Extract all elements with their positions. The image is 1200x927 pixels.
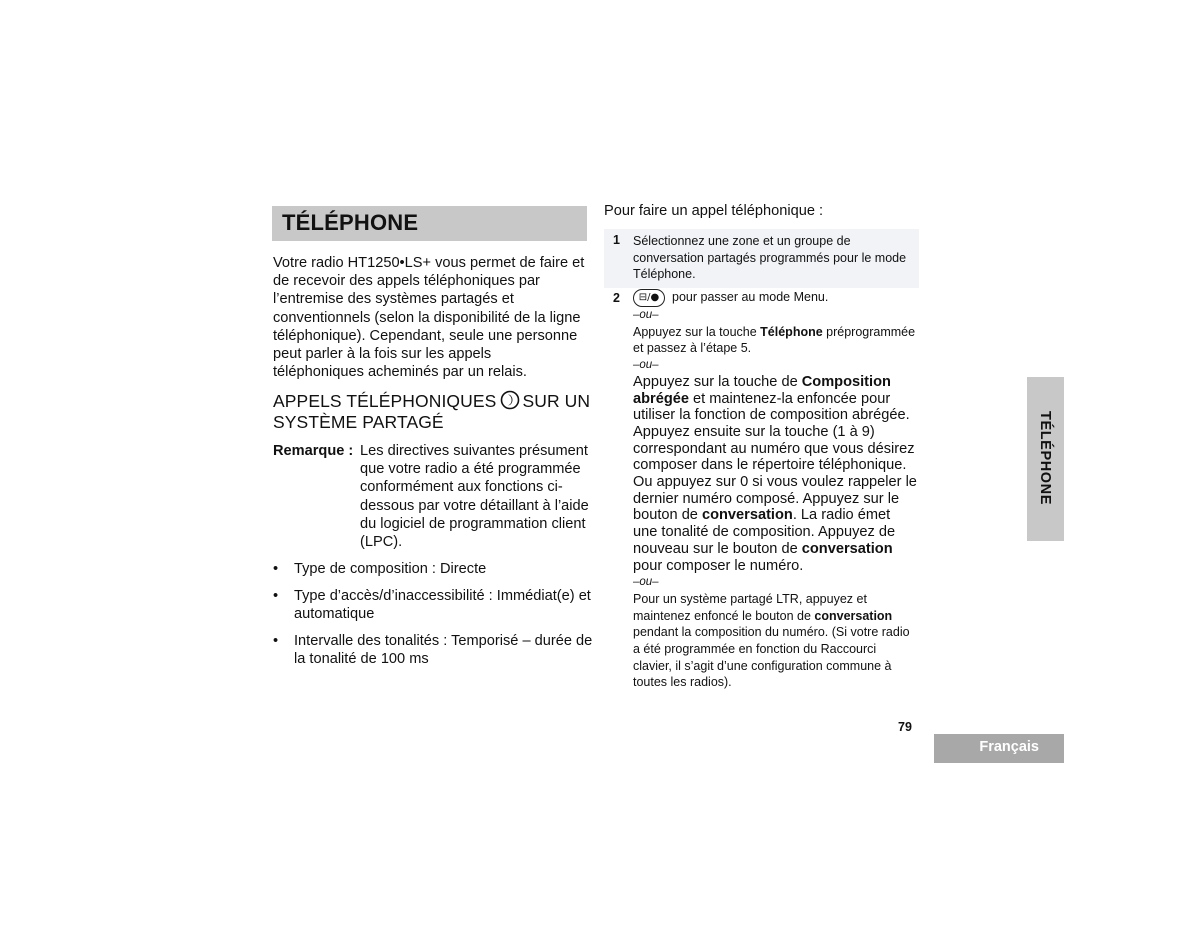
ptt-label: conversation bbox=[814, 608, 893, 623]
intro-paragraph: Votre radio HT1250•LS+ vous permet de faire et de recevoir des appels téléphoniques par l’entremise des systèmes partagés et conventionnels (selon la disponibilité de la ligne téléphonique). Cependant, seule une personne peut parler à la fois sur les appels téléphoniques acheminés par un relais. bbox=[273, 255, 585, 381]
bullet-dot: • bbox=[273, 632, 279, 649]
note-label: Remarque : bbox=[273, 443, 354, 459]
alt3-text: Pour un système partagé LTR, appuyez et maintenez enfoncé le bouton de bbox=[633, 591, 867, 623]
language-tab bbox=[934, 734, 1064, 763]
list-item-text: Type d’accès/d’inaccessibilité : Immédiat(e) et automatique bbox=[294, 587, 591, 622]
list-item bbox=[273, 587, 593, 623]
alt1-text-end: préprogrammée et passez à l’étape 5. bbox=[633, 324, 916, 356]
list-item bbox=[273, 560, 593, 578]
section-heading bbox=[273, 390, 593, 433]
list-item-text: Type de composition : Directe bbox=[294, 561, 487, 577]
trunked-system-icon bbox=[500, 390, 520, 410]
alt-speed-dial bbox=[633, 374, 918, 574]
or-separator: –ou– bbox=[633, 576, 659, 589]
alt3-text-end: pendant la composition du numéro. (Si votre radio a été programmée en fonction du Raccourci clavier, il s’agit d’une configuration commune à toutes les radios). bbox=[633, 625, 910, 690]
step-2-number: 2 bbox=[613, 291, 620, 305]
alt2-text-mid2: . La radio émet une tonalité de composition. Appuyez de nouveau sur le bouton de bbox=[633, 507, 896, 557]
bullet-list bbox=[273, 560, 593, 677]
section-heading-part1: APPELS TÉLÉPHONIQUES bbox=[273, 391, 497, 411]
ptt-label: conversation bbox=[801, 540, 893, 557]
alt-telephone-key bbox=[633, 324, 918, 357]
speed-dial-label: Composition abrégée bbox=[633, 373, 891, 407]
language-tab-label: Français bbox=[979, 739, 1039, 755]
alt2-text: Appuyez sur la touche de bbox=[633, 373, 802, 390]
menu-key-icon: ⊟/● bbox=[633, 289, 665, 307]
alt1-text: Appuyez sur la touche bbox=[633, 324, 761, 339]
step-2-lead: pour passer au mode Menu. bbox=[672, 290, 829, 304]
step-1-number: 1 bbox=[613, 233, 620, 247]
section-heading-part2: SUR UN SYSTÈME PARTAGÉ bbox=[273, 391, 591, 432]
alt-ltr bbox=[633, 591, 918, 691]
list-item bbox=[273, 632, 593, 668]
list-item-text: Intervalle des tonalités : Temporisé – durée de la tonalité de 100 ms bbox=[294, 632, 593, 667]
note-text: Les directives suivantes présument que votre radio a été programmée conformément aux fonctions ci-dessous par votre détaillant à l’aide du logiciel de programmation client (LPC). bbox=[360, 443, 589, 551]
alt2-text-mid: et maintenez-la enfoncée pour utiliser la fonction de composition abrégée. Appuyez ensuite sur la touche (1 à 9) correspondant au numéro que vous désirez composer dans le répertoire téléphonique. Ou appuyez sur 0 si vous voulez rappeler le dernier numéro composé. Appuyez sur le bouton de bbox=[633, 390, 917, 524]
procedure-intro: Pour faire un appel téléphonique : bbox=[604, 203, 824, 219]
chapter-side-tab bbox=[1027, 377, 1064, 541]
chapter-tab-label: TÉLÉPHONE bbox=[1037, 410, 1053, 506]
step-1-text: Sélectionnez une zone et un groupe de conversation partagés programmés pour le mode Téléphone. bbox=[633, 234, 907, 282]
or-separator: –ou– bbox=[633, 359, 659, 372]
page-title: TÉLÉPHONE bbox=[282, 210, 419, 235]
ptt-label: conversation bbox=[701, 507, 793, 524]
bullet-dot: • bbox=[273, 587, 279, 604]
alt2-text-end: pour composer le numéro. bbox=[633, 557, 804, 574]
telephone-key-label: Téléphone bbox=[760, 324, 823, 339]
bullet-dot: • bbox=[273, 561, 279, 577]
or-separator: –ou– bbox=[633, 309, 659, 321]
step-2-body bbox=[633, 307, 918, 691]
section-title-bar bbox=[272, 206, 587, 241]
page-number: 79 bbox=[898, 720, 912, 734]
